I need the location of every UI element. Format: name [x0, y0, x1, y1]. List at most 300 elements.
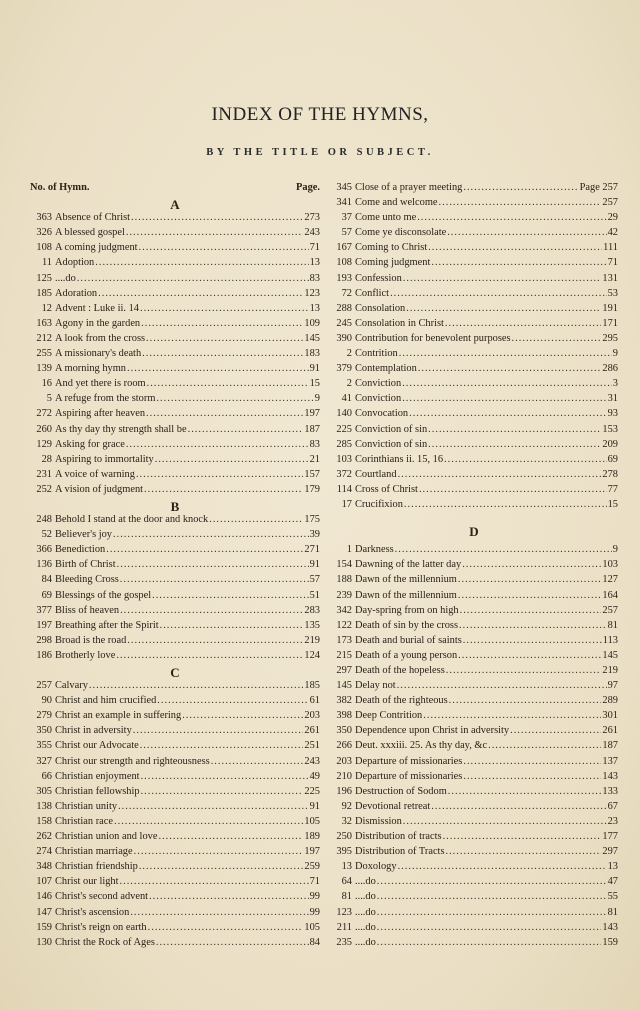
hymn-number: 5	[46, 393, 52, 405]
index-entry	[330, 620, 618, 635]
hymn-number: 298	[36, 634, 52, 646]
hymn-number: 274	[36, 846, 52, 858]
index-entry	[330, 665, 618, 680]
page-number: 261	[304, 725, 320, 737]
dot-leader	[397, 680, 607, 691]
hymn-number: 188	[336, 574, 352, 586]
index-entry	[30, 348, 320, 363]
hymn-title: Christ's second advent	[55, 891, 149, 903]
page-number: 23	[607, 815, 618, 827]
hymn-number-header: No. of Hymn.	[30, 182, 90, 193]
page-number: 259	[304, 861, 320, 873]
index-entry	[30, 740, 320, 755]
page-number: 133	[602, 785, 618, 797]
page-number: 179	[304, 483, 320, 495]
dot-leader	[133, 725, 304, 736]
index-entry	[30, 771, 320, 786]
hymn-number: 108	[36, 242, 52, 254]
page-number: 175	[304, 514, 320, 526]
dot-leader	[448, 786, 602, 797]
dot-leader	[446, 665, 602, 676]
dot-leader	[488, 740, 601, 751]
hymn-number: 32	[341, 815, 352, 827]
hymn-number: 372	[336, 468, 352, 480]
page-number: 3	[612, 378, 618, 390]
index-entry	[330, 831, 618, 846]
index-entry	[30, 876, 320, 891]
page-number: 77	[607, 483, 618, 495]
hymn-number: 158	[36, 815, 52, 827]
hymn-number: 377	[36, 604, 52, 616]
dot-leader	[458, 574, 602, 585]
page-number: 57	[309, 574, 320, 586]
page-number: Page 257	[579, 182, 618, 193]
hymn-number: 159	[36, 921, 52, 933]
hymn-title: Come and welcome	[355, 197, 438, 209]
dot-leader	[139, 861, 304, 872]
page-number: 143	[602, 921, 618, 933]
hymn-number: 350	[36, 725, 52, 737]
index-entry	[30, 408, 320, 423]
index-entry	[30, 363, 320, 378]
dot-leader	[445, 318, 602, 329]
hymn-number: 210	[336, 770, 352, 782]
hymn-number: 108	[336, 257, 352, 269]
hymn-title: Delay not	[355, 680, 396, 692]
hymn-number: 260	[36, 423, 52, 435]
dot-leader	[114, 816, 303, 827]
index-entry	[330, 695, 618, 710]
hymn-title: A look from the cross	[55, 332, 146, 344]
hymn-title: Courtland	[355, 468, 397, 480]
hymn-number: 2	[346, 348, 352, 360]
page-number: 243	[304, 755, 320, 767]
hymn-title: Christ the Rock of Ages	[55, 936, 155, 948]
index-entry	[30, 605, 320, 620]
hymn-number: 279	[36, 710, 52, 722]
hymn-title: Corinthians ii. 15, 16	[355, 453, 444, 465]
index-entry	[330, 454, 618, 469]
hymn-title: Aspiring to immortality	[55, 453, 154, 465]
hymn-number: 64	[341, 876, 352, 888]
dot-leader	[113, 529, 309, 540]
hymn-number: 185	[36, 287, 52, 299]
page-number: 177	[602, 831, 618, 843]
index-entry	[30, 590, 320, 605]
hymn-title: Adoration	[55, 287, 98, 299]
hymn-number: 125	[36, 272, 52, 284]
dot-leader	[130, 907, 308, 918]
index-entry	[330, 590, 618, 605]
dot-leader	[404, 499, 607, 510]
hymn-title: ....do	[355, 906, 376, 918]
hymn-number: 114	[336, 483, 352, 495]
dot-leader	[444, 454, 607, 465]
hymn-title: Christian unity	[55, 800, 118, 812]
dot-leader	[142, 348, 303, 359]
hymn-number: 235	[336, 936, 352, 948]
dot-leader	[188, 424, 304, 435]
page-number: 157	[304, 468, 320, 480]
page-number: 283	[304, 604, 320, 616]
page-number: 203	[304, 710, 320, 722]
hymn-number: 12	[41, 302, 52, 314]
hymn-title: A voice of warning	[55, 468, 135, 480]
page-number: 105	[304, 815, 320, 827]
hymn-number: 13	[341, 861, 352, 873]
dot-leader	[428, 424, 601, 435]
dot-leader	[136, 469, 303, 480]
hymn-number: 379	[336, 363, 352, 375]
page-number: 39	[309, 529, 320, 541]
hymn-number: 382	[336, 695, 352, 707]
hymn-title: Bliss of heaven	[55, 604, 120, 616]
page-number: 99	[309, 906, 320, 918]
index-entry	[330, 197, 618, 212]
hymn-number: 350	[336, 725, 352, 737]
hymn-number: 245	[336, 317, 352, 329]
index-entry	[330, 937, 618, 952]
dot-leader	[148, 922, 304, 933]
dot-leader	[120, 605, 303, 616]
dot-leader	[406, 303, 601, 314]
page-number: 189	[304, 831, 320, 843]
hymn-number: 215	[336, 649, 352, 661]
index-entry	[330, 424, 618, 439]
hymn-number: 145	[336, 680, 352, 692]
hymn-title: As thy day thy strength shall be	[55, 423, 187, 435]
hymn-title: A morning hymn	[55, 363, 127, 375]
hymn-title: Christian marriage	[55, 846, 133, 858]
dot-leader	[158, 831, 303, 842]
dot-leader	[431, 257, 606, 268]
hymn-title: Death of sin by the cross	[355, 619, 459, 631]
page-number: 183	[304, 348, 320, 360]
page-number: 127	[602, 574, 618, 586]
dot-leader	[402, 378, 612, 389]
dot-leader	[141, 318, 303, 329]
hymn-title: Christian race	[55, 815, 113, 827]
dot-leader	[398, 469, 602, 480]
page-number: 289	[602, 695, 618, 707]
dot-leader	[417, 212, 606, 223]
hymn-number: 355	[36, 740, 52, 752]
hymn-number: 130	[36, 936, 52, 948]
hymn-number: 16	[41, 378, 52, 390]
page-number: 9	[612, 348, 618, 360]
dot-leader	[395, 544, 612, 555]
hymn-title: Come unto me	[355, 212, 417, 224]
hymn-title: ....do	[355, 921, 376, 933]
index-entry	[330, 257, 618, 272]
hymn-title: Distribution of tracts	[355, 831, 442, 843]
index-entry	[330, 333, 618, 348]
page-number: 243	[304, 227, 320, 239]
hymn-number: 163	[36, 317, 52, 329]
hymn-title: Christ our strength and righteousness	[55, 755, 210, 767]
hymn-number: 285	[336, 438, 352, 450]
dot-leader	[463, 182, 578, 193]
hymn-title: Consolation in Christ	[355, 317, 444, 329]
hymn-number: 348	[36, 861, 52, 873]
dot-leader	[140, 740, 304, 751]
dot-leader	[409, 408, 607, 419]
page-number: 197	[304, 408, 320, 420]
index-list-right	[330, 182, 618, 952]
index-entry	[330, 408, 618, 423]
page-number: 111	[603, 242, 618, 254]
dot-leader	[211, 756, 304, 767]
hymn-number: 305	[36, 785, 52, 797]
hymn-title: Benediction	[55, 544, 106, 556]
hymn-title: ....do	[355, 891, 376, 903]
index-column-right	[330, 182, 618, 952]
hymn-title: Come ye disconsolate	[355, 227, 447, 239]
dot-leader	[146, 408, 303, 419]
dot-leader	[439, 197, 602, 208]
page-number: 13	[309, 257, 320, 269]
dot-leader	[152, 590, 309, 601]
hymn-title: Distribution of Tracts	[355, 846, 445, 858]
page-number: 286	[602, 363, 618, 375]
hymn-title: Conviction	[355, 378, 402, 390]
page-number: 47	[607, 876, 618, 888]
index-entry	[30, 559, 320, 574]
hymn-title: Convocation	[355, 408, 409, 420]
dot-leader	[447, 227, 606, 238]
dot-leader	[116, 650, 303, 661]
index-entry	[330, 876, 618, 891]
hymn-number: 41	[341, 393, 352, 405]
hymn-title: ....do	[355, 876, 376, 888]
dot-leader	[418, 363, 602, 374]
dot-leader	[140, 303, 309, 314]
page-number: 93	[607, 408, 618, 420]
dot-leader	[182, 710, 303, 721]
hymn-number: 1	[346, 544, 352, 556]
page-number: 145	[304, 332, 320, 344]
page-number: 81	[607, 619, 618, 631]
dot-leader	[126, 227, 304, 238]
hymn-number: 2	[346, 378, 352, 390]
dot-leader	[127, 363, 309, 374]
dot-leader	[460, 605, 602, 616]
hymn-title: Darkness	[355, 544, 394, 556]
page-number: 13	[607, 861, 618, 873]
page-number: 91	[309, 800, 320, 812]
dot-leader	[141, 771, 309, 782]
dot-leader	[463, 635, 602, 646]
hymn-number: 239	[336, 589, 352, 601]
hymn-number: 395	[336, 846, 352, 858]
index-entry	[330, 484, 618, 499]
hymn-number: 146	[36, 891, 52, 903]
hymn-number: 345	[336, 182, 352, 193]
hymn-number: 90	[41, 695, 52, 707]
hymn-number: 248	[36, 514, 52, 526]
dot-leader	[377, 922, 602, 933]
hymn-title: Advent : Luke ii. 14	[55, 302, 139, 314]
index-entry	[30, 922, 320, 937]
page-number: 55	[607, 891, 618, 903]
hymn-number: 262	[36, 831, 52, 843]
hymn-title: Close of a prayer meeting	[355, 182, 463, 193]
hymn-number: 103	[336, 453, 352, 465]
hymn-title: Consolation	[355, 302, 406, 314]
hymn-number: 272	[36, 408, 52, 420]
dot-leader	[377, 907, 607, 918]
index-entry	[30, 288, 320, 303]
hymn-number: 136	[36, 559, 52, 571]
hymn-title: Death of the hopeless	[355, 665, 445, 676]
dot-leader	[463, 756, 601, 767]
dot-leader	[428, 242, 602, 253]
hymn-number: 129	[36, 438, 52, 450]
page-number: 113	[602, 634, 618, 646]
dot-leader	[462, 559, 601, 570]
dot-leader	[156, 937, 309, 948]
index-entry	[330, 922, 618, 937]
hymn-number: 37	[341, 212, 352, 224]
index-entry	[30, 891, 320, 906]
hymn-title: Death of the righteous	[355, 695, 448, 707]
page-number: 71	[309, 876, 320, 888]
hymn-number: 81	[341, 891, 352, 903]
page-number: 135	[304, 619, 320, 631]
page-number: 297	[602, 846, 618, 858]
dot-leader	[512, 333, 602, 344]
page-number: 31	[607, 393, 618, 405]
hymn-title: Christian fellowship	[55, 785, 140, 797]
dot-leader	[134, 846, 304, 857]
index-entry	[30, 635, 320, 650]
hymn-number: 398	[336, 710, 352, 722]
hymn-title: A refuge from the storm	[55, 393, 156, 405]
dot-leader	[463, 771, 601, 782]
page-number: 13	[309, 302, 320, 314]
hymn-title: And yet there is room	[55, 378, 146, 390]
hymn-title: Christian enjoyment	[55, 770, 140, 782]
dot-leader	[126, 439, 309, 450]
hymn-title: Destruction of Sodom	[355, 785, 447, 797]
page-number: 145	[602, 649, 618, 661]
hymn-title: Dependence upon Christ in adversity	[355, 725, 510, 737]
index-entry	[30, 907, 320, 922]
dot-leader	[423, 710, 601, 721]
index-entry	[330, 861, 618, 876]
dot-leader	[403, 816, 607, 827]
hymn-title: Doxology	[355, 861, 397, 873]
dot-leader	[157, 695, 308, 706]
hymn-title: A blessed gospel	[55, 227, 125, 239]
index-entry	[30, 318, 320, 333]
dot-leader	[160, 620, 304, 631]
hymn-number: 366	[36, 544, 52, 556]
hymn-title: Bleeding Cross	[55, 574, 119, 586]
page-number: 187	[304, 423, 320, 435]
page-number: 91	[309, 559, 320, 571]
dot-leader	[77, 273, 309, 284]
index-entry	[30, 378, 320, 393]
page-number: 123	[304, 287, 320, 299]
page-number: 278	[602, 468, 618, 480]
dot-leader	[445, 846, 601, 857]
hymn-title: Contrition	[355, 348, 398, 360]
hymn-number: 140	[336, 408, 352, 420]
dot-leader	[139, 242, 309, 253]
hymn-title: Behold I stand at the door and knock	[55, 514, 209, 526]
page-number: 15	[607, 498, 618, 510]
index-entry	[330, 227, 618, 242]
page-number: 257	[602, 197, 618, 209]
hymn-number: 363	[36, 212, 52, 224]
hymn-title: ....do	[55, 272, 76, 284]
index-entry	[330, 907, 618, 922]
dot-leader	[377, 891, 607, 902]
index-entry	[30, 786, 320, 801]
hymn-title: Devotional retreat	[355, 800, 431, 812]
hymn-title: Christ our Advocate	[55, 740, 139, 752]
hymn-title: Coming to Christ	[355, 242, 428, 254]
page-number: 137	[602, 755, 618, 767]
dot-leader	[118, 801, 309, 812]
page-number: 9	[612, 544, 618, 556]
hymn-number: 193	[336, 272, 352, 284]
index-entry	[330, 650, 618, 665]
hymn-title: A coming judgment	[55, 242, 138, 254]
dot-leader	[95, 257, 308, 268]
hymn-number: 84	[41, 574, 52, 586]
page-number: 225	[304, 785, 320, 797]
hymn-title: Christ and him crucified	[55, 695, 157, 707]
hymn-title: Confession	[355, 272, 402, 284]
hymn-number: 138	[36, 800, 52, 812]
dot-leader	[419, 484, 607, 495]
hymn-number: 203	[336, 755, 352, 767]
index-entry	[30, 227, 320, 242]
index-entry	[330, 680, 618, 695]
page-number: 81	[607, 906, 618, 918]
index-entry	[330, 182, 618, 197]
dot-leader	[120, 876, 309, 887]
hymn-number: 326	[36, 227, 52, 239]
dot-leader	[156, 393, 313, 404]
hymn-title: Death of a young person	[355, 649, 458, 661]
index-entry	[30, 861, 320, 876]
hymn-number: 123	[336, 906, 352, 918]
index-entry	[30, 620, 320, 635]
page-number: 71	[309, 242, 320, 254]
page-number: 209	[602, 438, 618, 450]
page-number: 105	[304, 921, 320, 933]
page-number: 251	[304, 740, 320, 752]
page-number: 21	[309, 453, 320, 465]
hymn-title: Believer's joy	[55, 529, 112, 541]
index-entry	[330, 891, 618, 906]
hymn-number: 66	[41, 770, 52, 782]
hymn-title: Dawn of the millennium	[355, 574, 457, 586]
dot-leader	[443, 831, 602, 842]
page-number: 187	[602, 740, 618, 752]
hymn-number: 107	[36, 876, 52, 888]
hymn-title: Agony in the garden	[55, 317, 141, 329]
dot-leader	[428, 439, 601, 450]
page-number: 164	[602, 589, 618, 601]
page-header: Page.	[296, 182, 320, 193]
index-entry	[30, 273, 320, 288]
page-number: 42	[607, 227, 618, 239]
hymn-title: Departure of missionaries	[355, 770, 463, 782]
